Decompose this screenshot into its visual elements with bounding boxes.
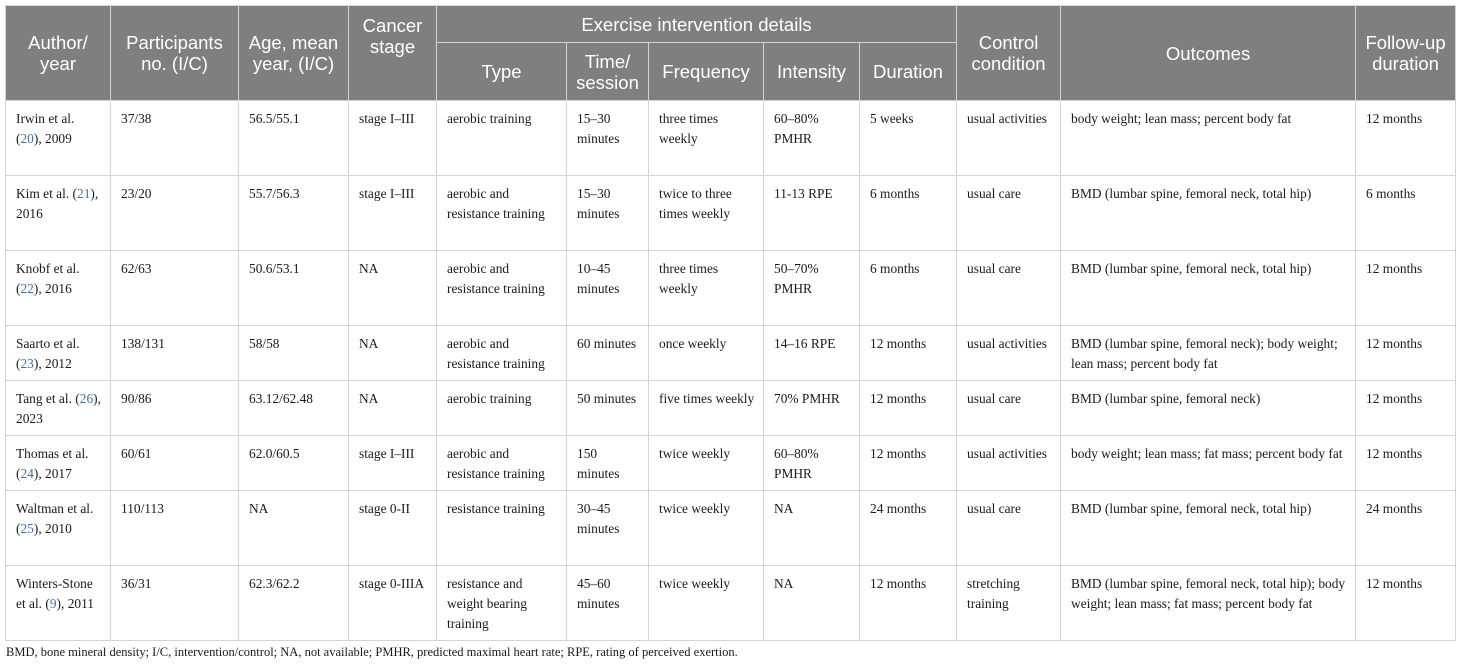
cell-type: aerobic and resistance training — [437, 436, 567, 491]
author-year: ), 2016 — [33, 281, 72, 296]
cell-followup: 12 months — [1356, 251, 1456, 326]
reference-link[interactable]: 24 — [20, 466, 34, 481]
cell-type: aerobic training — [437, 381, 567, 436]
author-year: ), 2016 — [16, 186, 99, 221]
header-frequency: Frequency — [649, 43, 764, 101]
cell-duration: 12 months — [860, 381, 957, 436]
cell-participants: 110/113 — [111, 491, 239, 566]
cell-participants: 60/61 — [111, 436, 239, 491]
cell-duration: 5 weeks — [860, 101, 957, 176]
cell-outcomes: BMD (lumbar spine, femoral neck, total hip) — [1061, 491, 1356, 566]
author-year: ), 2017 — [33, 466, 72, 481]
cell-stage: NA — [349, 381, 437, 436]
reference-link[interactable]: 20 — [20, 131, 34, 146]
cell-type: aerobic and resistance training — [437, 176, 567, 251]
cell-author: Knobf et al. (22), 2016 — [6, 251, 111, 326]
cell-stage: stage 0-II — [349, 491, 437, 566]
header-outcomes: Outcomes — [1061, 6, 1356, 101]
author-name: Saarto et al. — [16, 336, 80, 351]
cell-outcomes: body weight; lean mass; fat mass; percent body fat — [1061, 436, 1356, 491]
cell-stage: stage I–III — [349, 436, 437, 491]
cell-author: Kim et al. (21), 2016 — [6, 176, 111, 251]
cell-control: usual care — [957, 176, 1061, 251]
cell-control: usual activities — [957, 101, 1061, 176]
cell-followup: 12 months — [1356, 101, 1456, 176]
cell-intensity: NA — [764, 566, 860, 641]
cell-stage: stage 0-IIIA — [349, 566, 437, 641]
cell-control: usual activities — [957, 326, 1061, 381]
cell-age: 55.7/56.3 — [239, 176, 349, 251]
cell-frequency: twice weekly — [649, 566, 764, 641]
cell-age: 62.3/62.2 — [239, 566, 349, 641]
reference-link[interactable]: 25 — [20, 521, 34, 536]
table-row — [6, 436, 1456, 491]
author-name: Waltman et al. — [16, 501, 94, 516]
cell-participants: 62/63 — [111, 251, 239, 326]
cell-age: NA — [239, 491, 349, 566]
cell-followup: 6 months — [1356, 176, 1456, 251]
author-name: Thomas et al. — [16, 446, 89, 461]
cell-outcomes: BMD (lumbar spine, femoral neck, total hip) — [1061, 251, 1356, 326]
cell-control: stretching training — [957, 566, 1061, 641]
table-row — [6, 251, 1456, 326]
cell-control: usual care — [957, 381, 1061, 436]
author-year: ), 2023 — [16, 391, 101, 426]
cell-stage: NA — [349, 251, 437, 326]
author-year: ), 2011 — [56, 596, 94, 611]
header-followup: Follow-up duration — [1356, 6, 1456, 101]
table-row — [6, 566, 1456, 641]
cell-duration: 12 months — [860, 436, 957, 491]
table-footnote: BMD, bone mineral density; I/C, intervention/control; NA, not available; PMHR, predicted maximal heart rate; RPE, rating of perceived exertion. — [6, 645, 738, 659]
cell-frequency: once weekly — [649, 326, 764, 381]
cell-outcomes: BMD (lumbar spine, femoral neck, total hip); body weight; lean mass; fat mass; percent body fat — [1061, 566, 1356, 641]
cell-type: aerobic training — [437, 101, 567, 176]
cell-intensity: 11-13 RPE — [764, 176, 860, 251]
table-row — [6, 491, 1456, 566]
cell-participants: 36/31 — [111, 566, 239, 641]
cell-outcomes: BMD (lumbar spine, femoral neck, total hip) — [1061, 176, 1356, 251]
cell-time: 15–30 minutes — [567, 101, 649, 176]
cell-author: Thomas et al. (24), 2017 — [6, 436, 111, 491]
cell-intensity: 14–16 RPE — [764, 326, 860, 381]
cell-duration: 6 months — [860, 251, 957, 326]
reference-link[interactable]: 9 — [49, 596, 57, 611]
cell-time: 30–45 minutes — [567, 491, 649, 566]
table-container — [5, 5, 1455, 641]
header-time: Time/ session — [567, 43, 649, 101]
header-type: Type — [437, 43, 567, 101]
reference-link[interactable]: 21 — [77, 186, 91, 201]
cell-frequency: twice weekly — [649, 436, 764, 491]
cell-participants: 90/86 — [111, 381, 239, 436]
cell-stage: stage I–III — [349, 101, 437, 176]
cell-frequency: three times weekly — [649, 101, 764, 176]
cell-type: resistance training — [437, 491, 567, 566]
author-year: ), 2010 — [33, 521, 72, 536]
cell-participants: 138/131 — [111, 326, 239, 381]
cell-outcomes: body weight; lean mass; percent body fat — [1061, 101, 1356, 176]
cell-outcomes: BMD (lumbar spine, femoral neck) — [1061, 381, 1356, 436]
cell-time: 45–60 minutes — [567, 566, 649, 641]
cell-followup: 12 months — [1356, 326, 1456, 381]
cell-outcomes: BMD (lumbar spine, femoral neck); body weight; lean mass; percent body fat — [1061, 326, 1356, 381]
cell-intensity: 60–80% PMHR — [764, 101, 860, 176]
header-author: Author/ year — [6, 6, 111, 101]
cell-time: 150 minutes — [567, 436, 649, 491]
author-year: ), 2012 — [33, 356, 72, 371]
cell-followup: 12 months — [1356, 566, 1456, 641]
cell-type: aerobic and resistance training — [437, 251, 567, 326]
cell-intensity: 60–80% PMHR — [764, 436, 860, 491]
cell-age: 62.0/60.5 — [239, 436, 349, 491]
cell-participants: 23/20 — [111, 176, 239, 251]
cell-author: Winters-Stone et al. (9), 2011 — [6, 566, 111, 641]
header-age: Age, mean year, (I/C) — [239, 6, 349, 101]
cell-participants: 37/38 — [111, 101, 239, 176]
cell-author: Tang et al. (26), 2023 — [6, 381, 111, 436]
cell-duration: 24 months — [860, 491, 957, 566]
header-cancer-stage: Cancer stage — [349, 6, 437, 101]
reference-link[interactable]: 26 — [79, 391, 94, 406]
cell-control: usual activities — [957, 436, 1061, 491]
cell-frequency: three times weekly — [649, 251, 764, 326]
cell-age: 58/58 — [239, 326, 349, 381]
header-control: Control condition — [957, 6, 1061, 101]
author-name: Knobf et al. — [16, 261, 80, 276]
cell-duration: 12 months — [860, 326, 957, 381]
cell-time: 15–30 minutes — [567, 176, 649, 251]
reference-link[interactable]: 23 — [20, 356, 34, 371]
table-header — [6, 6, 1456, 101]
table-row — [6, 326, 1456, 381]
cell-author: Waltman et al. (25), 2010 — [6, 491, 111, 566]
cell-followup: 12 months — [1356, 436, 1456, 491]
cell-frequency: twice weekly — [649, 491, 764, 566]
cell-frequency: five times weekly — [649, 381, 764, 436]
cell-control: usual care — [957, 491, 1061, 566]
cell-author: Irwin et al. (20), 2009 — [6, 101, 111, 176]
studies-table — [5, 5, 1456, 641]
cell-intensity: 70% PMHR — [764, 381, 860, 436]
author-name: Irwin et al. — [16, 111, 75, 126]
cell-duration: 6 months — [860, 176, 957, 251]
table-row — [6, 176, 1456, 251]
cell-author: Saarto et al. (23), 2012 — [6, 326, 111, 381]
cell-followup: 12 months — [1356, 381, 1456, 436]
cell-age: 56.5/55.1 — [239, 101, 349, 176]
cell-age: 63.12/62.48 — [239, 381, 349, 436]
header-duration: Duration — [860, 43, 957, 101]
cell-stage: NA — [349, 326, 437, 381]
author-year: ), 2009 — [33, 131, 72, 146]
author-name: Winters-Stone et al. — [16, 576, 93, 611]
cell-frequency: twice to three times weekly — [649, 176, 764, 251]
reference-link[interactable]: 22 — [20, 281, 34, 296]
header-exercise-group: Exercise intervention details — [437, 6, 957, 43]
header-participants: Participants no. (I/C) — [111, 6, 239, 101]
cell-control: usual care — [957, 251, 1061, 326]
author-name: Tang et al. — [16, 391, 72, 406]
cell-followup: 24 months — [1356, 491, 1456, 566]
cell-time: 60 minutes — [567, 326, 649, 381]
cell-duration: 12 months — [860, 566, 957, 641]
cell-type: resistance and weight bearing training — [437, 566, 567, 641]
table-row — [6, 381, 1456, 436]
header-intensity: Intensity — [764, 43, 860, 101]
cell-intensity: 50–70% PMHR — [764, 251, 860, 326]
cell-stage: stage I–III — [349, 176, 437, 251]
cell-intensity: NA — [764, 491, 860, 566]
table-body — [6, 101, 1456, 641]
cell-time: 10–45 minutes — [567, 251, 649, 326]
cell-age: 50.6/53.1 — [239, 251, 349, 326]
cell-time: 50 minutes — [567, 381, 649, 436]
cell-type: aerobic and resistance training — [437, 326, 567, 381]
author-name: Kim et al. — [16, 186, 70, 201]
table-row — [6, 101, 1456, 176]
